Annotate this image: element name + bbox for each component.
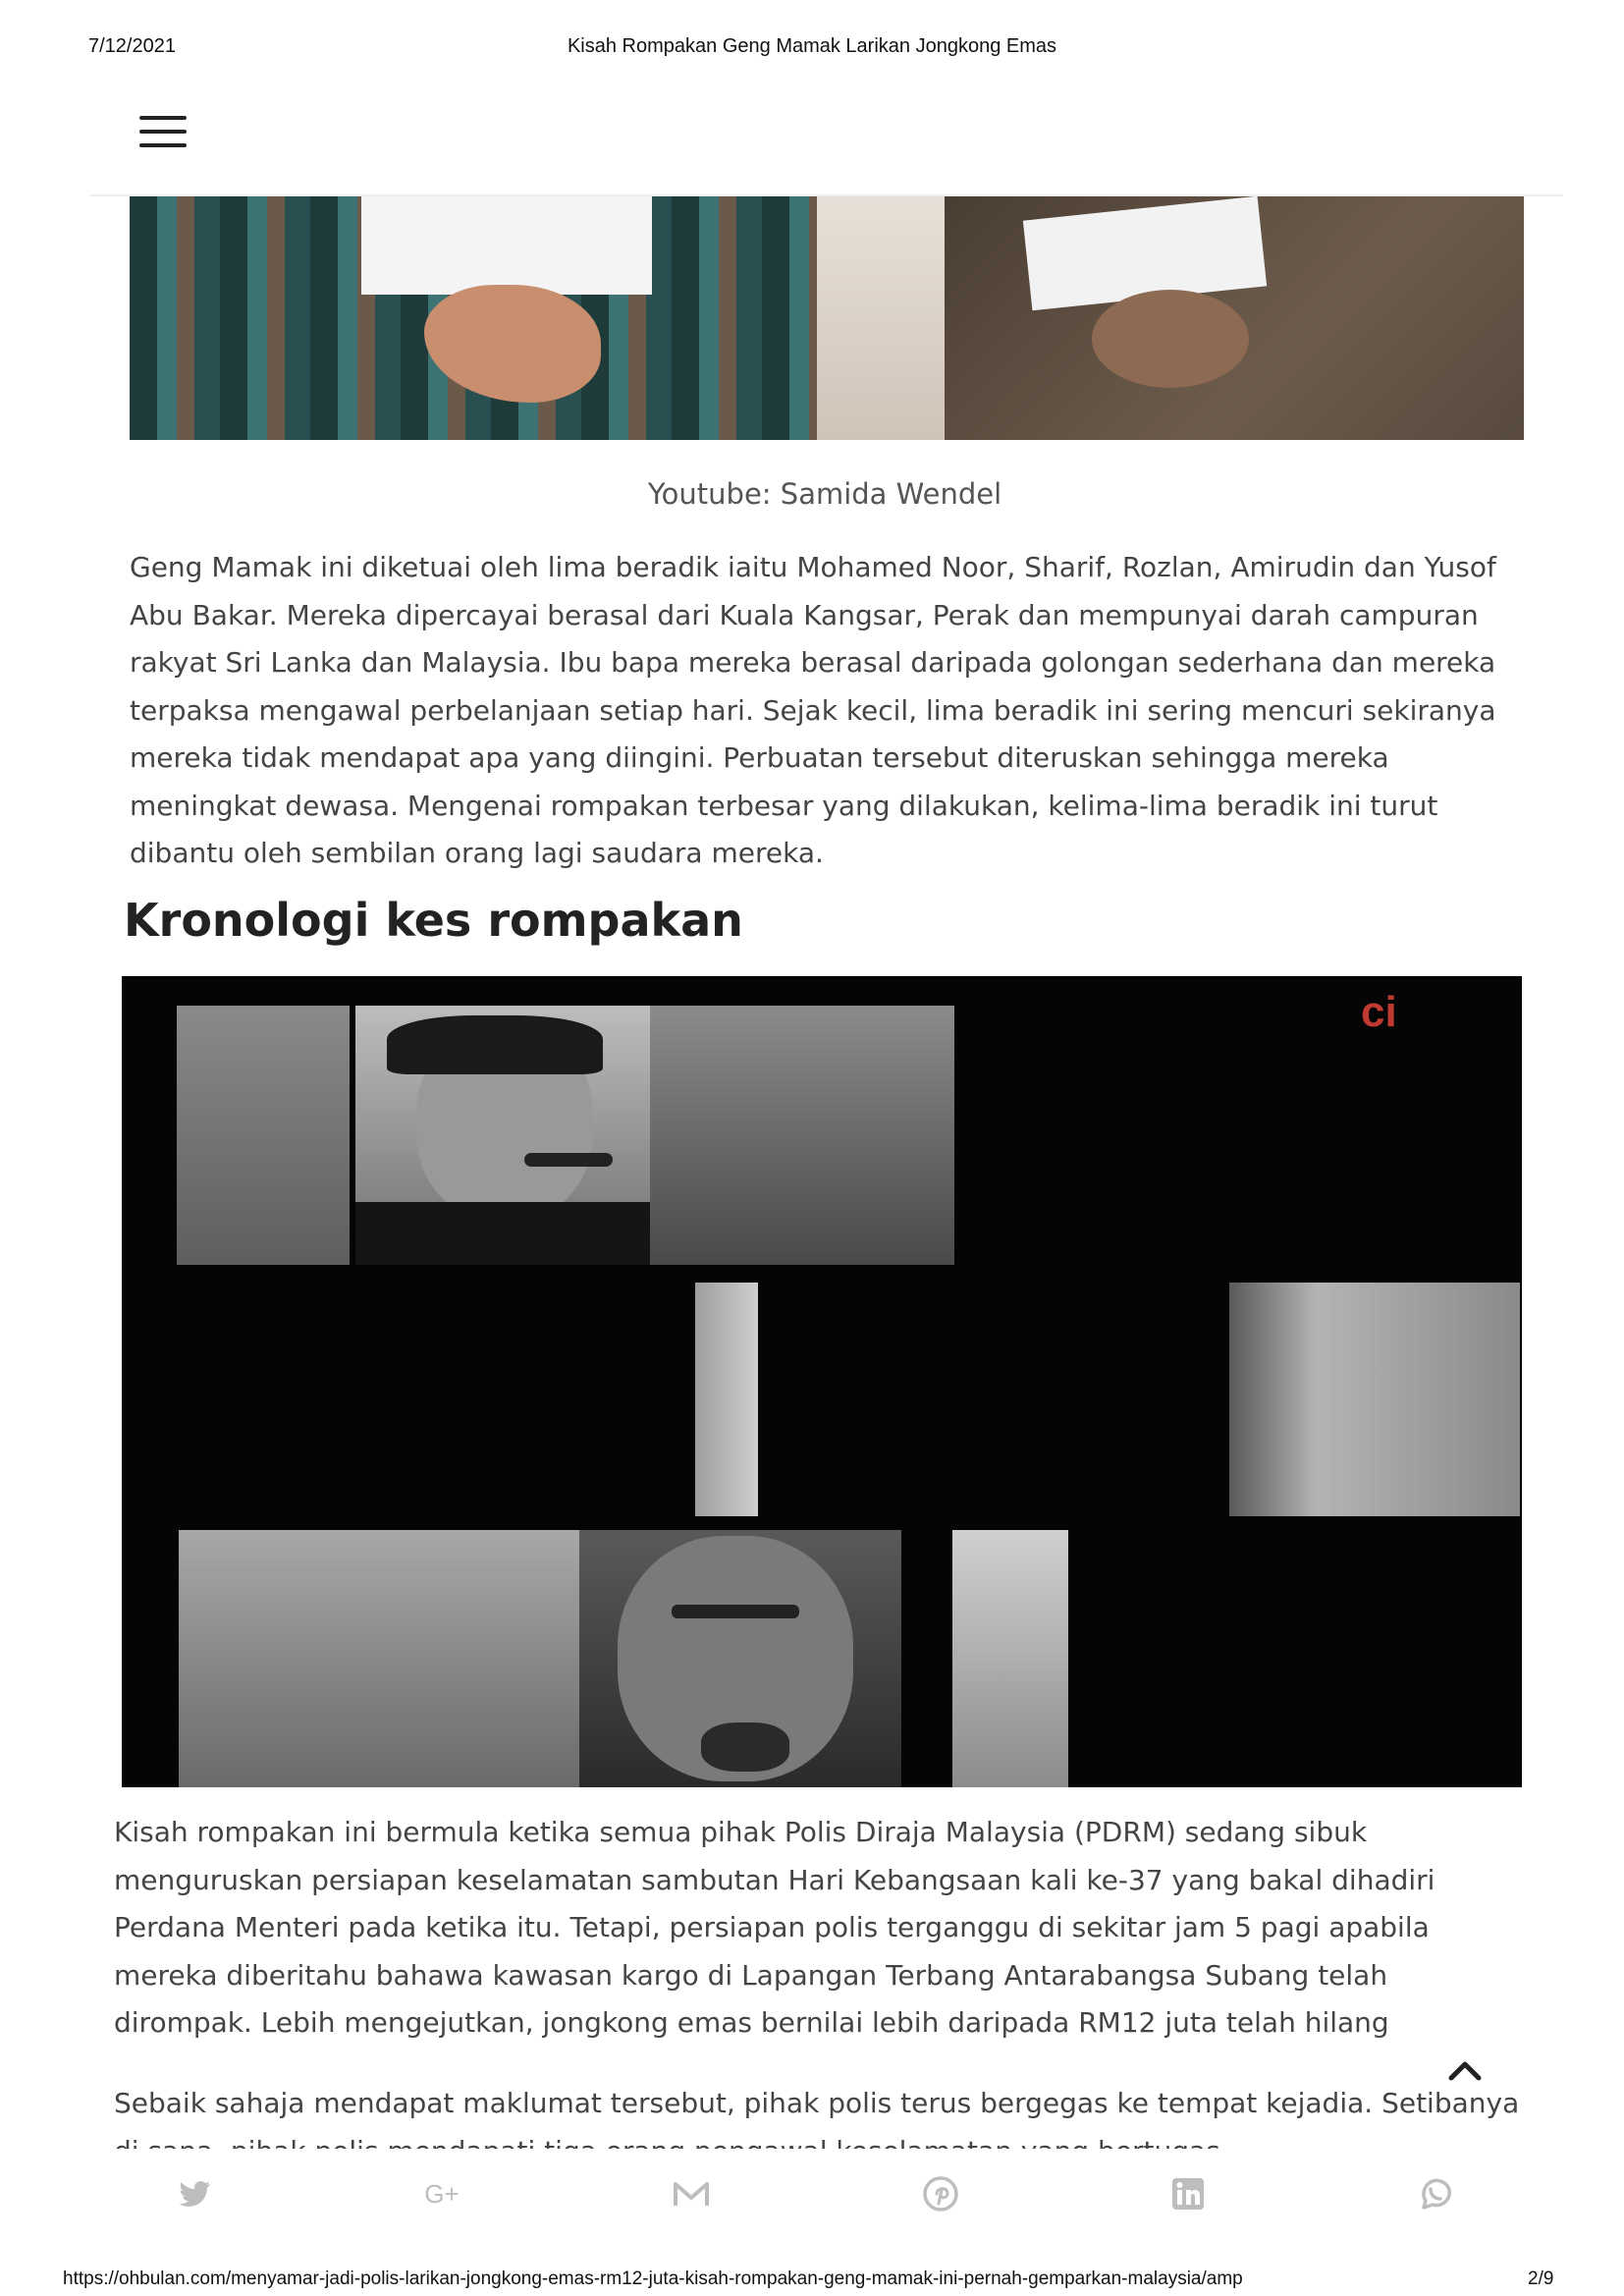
print-page-title: Kisah Rompakan Geng Mamak Larikan Jongkong Emas	[567, 35, 1057, 57]
print-date: 7/12/2021	[88, 35, 176, 57]
section-heading: Kronologi kes rompakan	[124, 894, 743, 947]
article-paragraph: Sebaik sahaja mendapat maklumat tersebut, pihak polis terus bergegas ke tempat kejadia. Setibanya	[114, 2087, 1520, 2119]
google-plus-icon[interactable]: G+	[424, 2179, 460, 2209]
channel-logo: ci	[1361, 988, 1397, 1036]
whatsapp-icon[interactable]	[1416, 2174, 1455, 2214]
print-page-number: 2/9	[1528, 2269, 1554, 2289]
twitter-icon[interactable]	[175, 2174, 214, 2214]
article-image-suspect-portraits	[122, 976, 1522, 1787]
pinterest-icon[interactable]	[921, 2174, 960, 2214]
print-footer-url: https://ohbulan.com/menyamar-jadi-polis-larikan-jongkong-emas-rm12-juta-kisah-rompakan-geng-mamak-ini-pernah-gemparkan-malaysia/amp	[63, 2269, 1243, 2289]
linkedin-icon[interactable]	[1168, 2174, 1208, 2214]
article-paragraph: Kisah rompakan ini bermula ketika semua pihak Polis Diraja Malaysia (PDRM) sedang sibuk menguruskan persiapan keselamatan sambutan Hari Kebangsaan kali ke-37 yang bakal dihadiri Perdana Menteri pada ketika itu. Tetapi, persiapan polis terganggu di sekitar jam 5 pagi apabila mereka diberitahu bahawa kawasan kargo di Lapangan Terbang Antarabangsa Subang telah dirompak. Lebih mengejutkan, jongkong emas bernilai lebih daripada RM12 juta telah hilang	[114, 1816, 1435, 2039]
gmail-icon[interactable]	[672, 2174, 711, 2214]
article-image-suspects-holding-cards	[130, 196, 1524, 440]
hamburger-menu-icon[interactable]	[139, 116, 187, 151]
image-caption: Youtube: Samida Wendel	[647, 477, 1002, 511]
article-paragraph: Geng Mamak ini diketuai oleh lima beradik iaitu Mohamed Noor, Sharif, Rozlan, Amirudin dan Yusof Abu Bakar. Mereka dipercayai berasal dari Kuala Kangsar, Perak dan mempunyai darah campuran rakyat Sri Lanka dan Malaysia. Ibu bapa mereka berasal daripada golongan sederhana dan mereka terpaksa mengawal perbelanjaan setiap hari. Sejak kecil, lima beradik ini sering mencuri sekiranya mereka tidak mendapat apa yang diingini. Perbuatan tersebut diteruskan sehingga mereka meningkat dewasa. Mengenai rompakan terbesar yang dilakukan, kelima-lima beradik ini turut dibantu oleh sembilan orang lagi saudara mereka.	[130, 551, 1496, 869]
share-bar	[88, 2166, 1542, 2221]
